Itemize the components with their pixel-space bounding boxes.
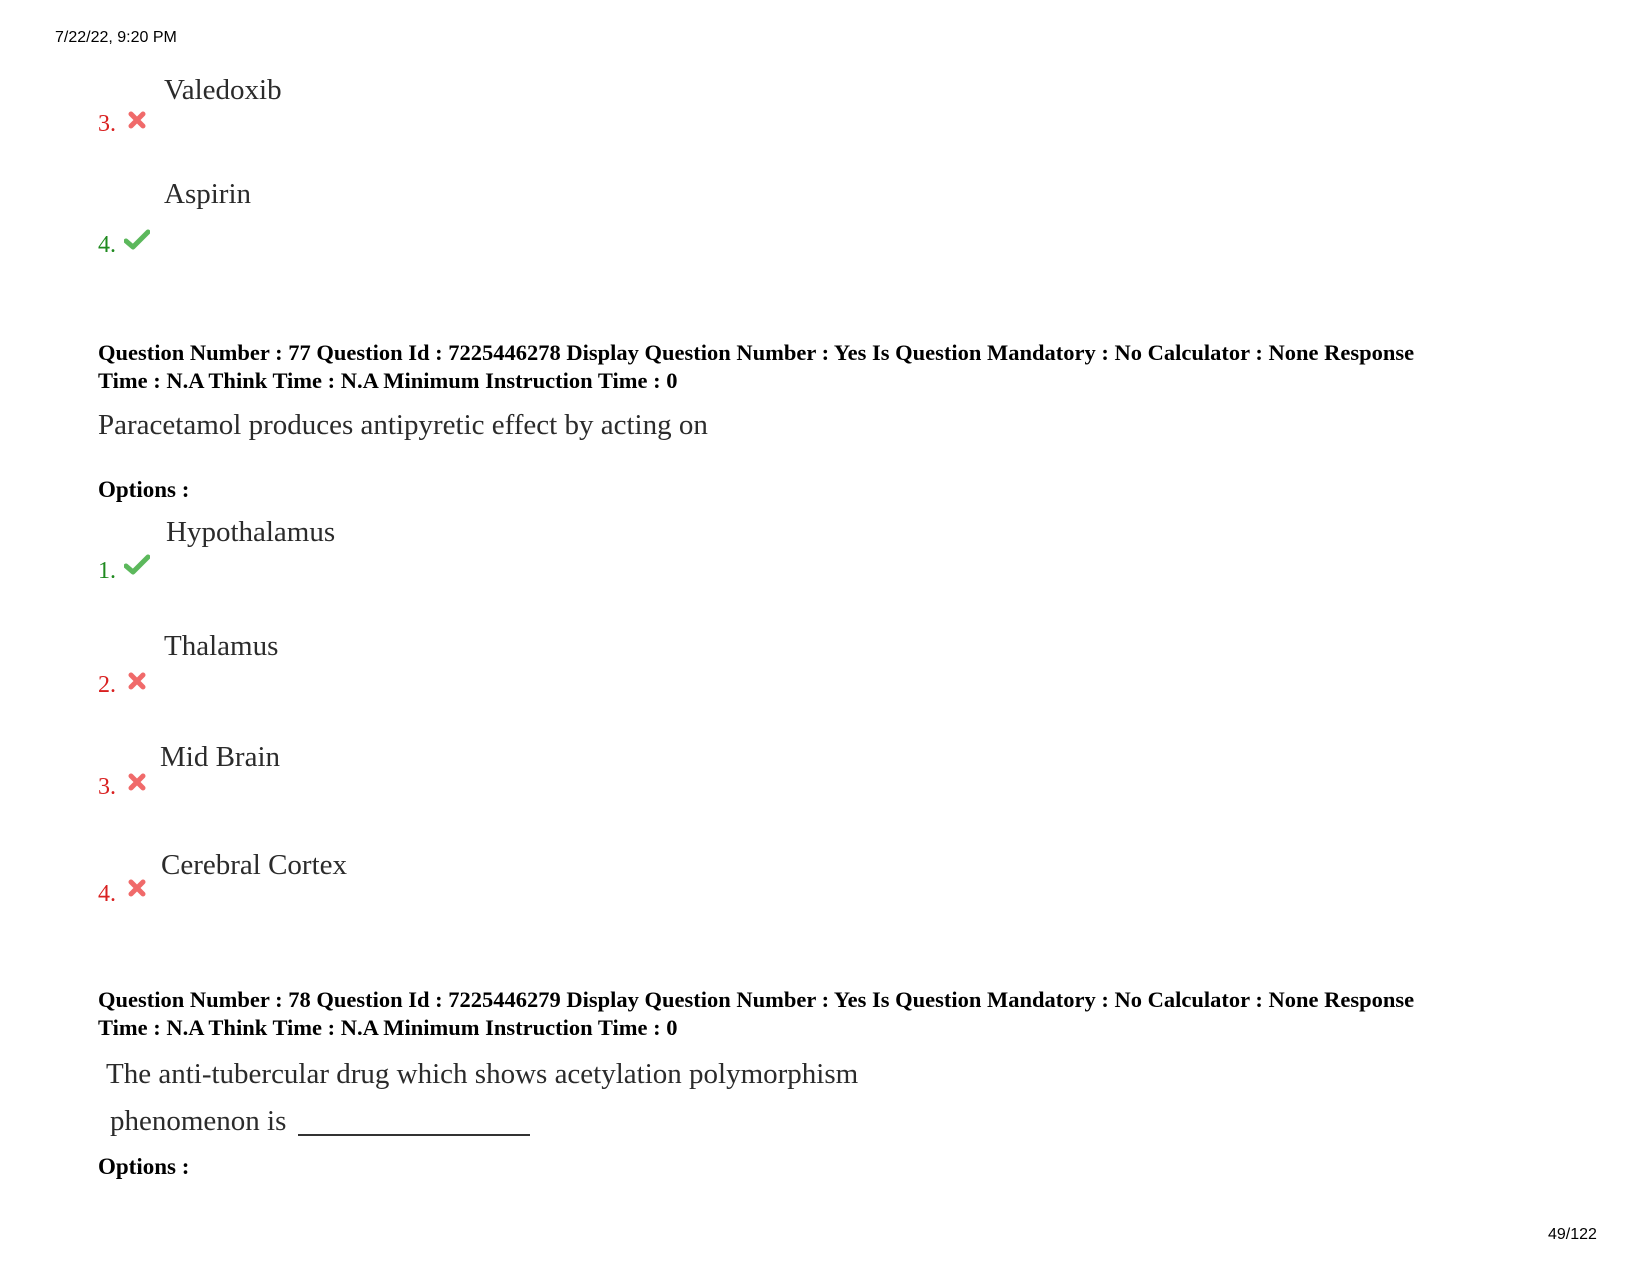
option-number: 2. [98, 672, 116, 698]
question-meta-line1: Question Number : 78 Question Id : 7225446279 Display Question Number : Yes Is Question Mandatory : No Calculator : None Response [98, 987, 1415, 1012]
question-meta [98, 986, 1578, 1042]
question-meta-line1: Question Number : 77 Question Id : 7225446278 Display Question Number : Yes Is Question Mandatory : No Calculator : None Response [98, 340, 1415, 365]
option-text: Mid Brain [160, 741, 281, 773]
cross-icon [124, 670, 150, 692]
cross-icon [124, 109, 150, 131]
cross-icon [124, 877, 150, 899]
question-text-line1: The anti-tubercular drug which shows acetylation polymorphism [106, 1058, 859, 1090]
option-number: 1. [98, 558, 116, 584]
option-number: 4. [98, 232, 116, 258]
question-text-line2-text: phenomenon is [110, 1105, 287, 1137]
question-meta-line2: Time : N.A Think Time : N.A Minimum Instruction Time : 0 [98, 1015, 678, 1040]
check-icon [124, 554, 150, 576]
option-number: 4. [98, 881, 116, 907]
question-meta [98, 339, 1578, 395]
option-text: Hypothalamus [166, 516, 336, 548]
page-number: 49/122 [1548, 1226, 1597, 1243]
options-label: Options : [98, 1154, 190, 1179]
print-timestamp: 7/22/22, 9:20 PM [55, 29, 177, 46]
option-number: 3. [98, 774, 116, 800]
question-text-line2 [110, 1107, 530, 1136]
option-text: Aspirin [164, 178, 251, 210]
option-number: 3. [98, 111, 116, 137]
option-text: Thalamus [164, 630, 279, 662]
option-text: Valedoxib [164, 74, 282, 106]
check-icon [124, 229, 150, 251]
question-meta-line2: Time : N.A Think Time : N.A Minimum Instruction Time : 0 [98, 368, 678, 393]
options-label: Options : [98, 477, 190, 502]
question-text: Paracetamol produces antipyretic effect by acting on [98, 409, 708, 441]
answer-blank [298, 1108, 530, 1136]
cross-icon [124, 771, 150, 793]
option-text: Cerebral Cortex [161, 849, 348, 881]
